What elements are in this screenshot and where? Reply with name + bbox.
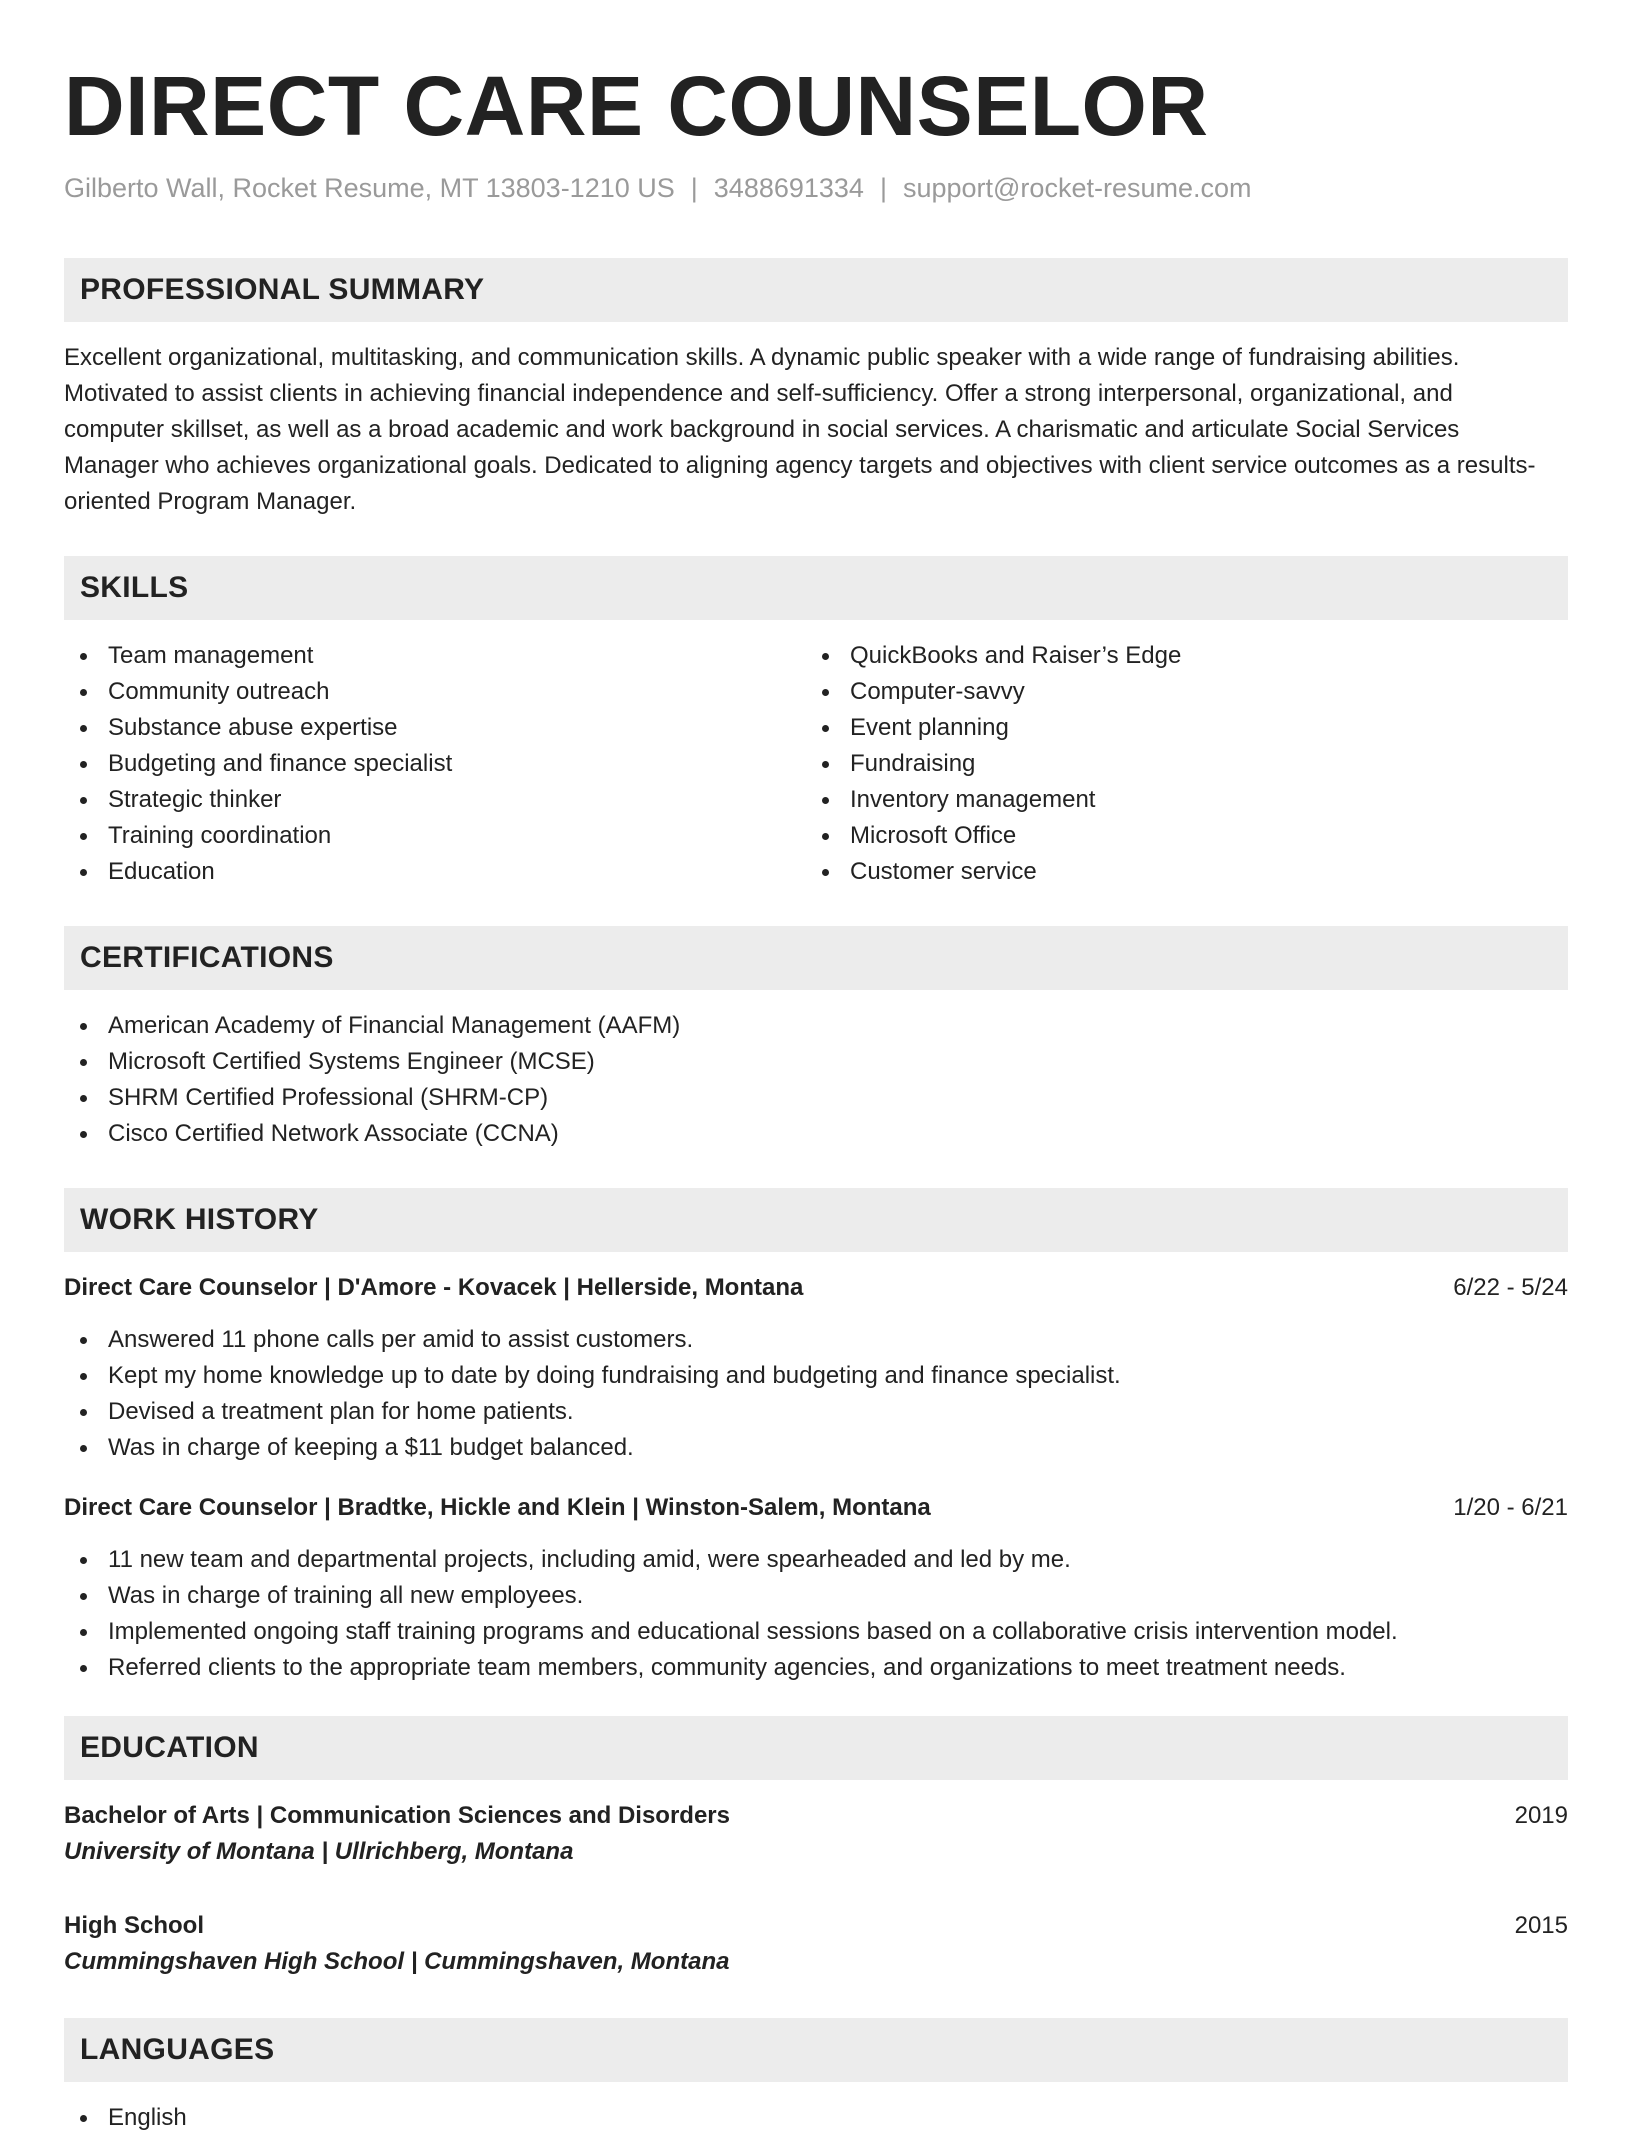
skill-item: Team management (64, 638, 806, 674)
languages-heading: LANGUAGES (64, 2018, 1568, 2082)
education-header (64, 1798, 1568, 1834)
job-entry (64, 1490, 1568, 1686)
education-degree: Bachelor of Arts | Communication Sciences and Disorders (64, 1802, 730, 1829)
skill-item: Customer service (806, 854, 1548, 890)
education-degree: High School (64, 1912, 204, 1939)
education-school: University of Montana | Ullrichberg, Montana (64, 1838, 574, 1865)
skill-item: Strategic thinker (64, 782, 806, 818)
job-bullet: Implemented ongoing staff training programs and educational sessions based on a collaborative crisis intervention model. (64, 1614, 1568, 1650)
job-title: Direct Care Counselor | Bradtke, Hickle and Klein | Winston-Salem, Montana (64, 1494, 931, 1521)
contact-line (64, 170, 1568, 206)
job-bullet: Answered 11 phone calls per amid to assist customers. (64, 1322, 1568, 1358)
certification-item: Microsoft Certified Systems Engineer (MCSE) (64, 1044, 1568, 1080)
skills-columns (64, 638, 1568, 890)
languages-list (64, 2100, 1568, 2136)
skills-left-list (64, 638, 806, 890)
skill-item: QuickBooks and Raiser’s Edge (806, 638, 1548, 674)
job-bullet: Devised a treatment plan for home patients. (64, 1394, 1568, 1430)
skill-item: Computer-savvy (806, 674, 1548, 710)
skills-heading: SKILLS (64, 556, 1568, 620)
job-dates: 6/22 - 5/24 (1453, 1274, 1568, 1301)
job-bullet: 11 new team and departmental projects, including amid, were spearheaded and led by me. (64, 1542, 1568, 1578)
resume-title: DIRECT CARE COUNSELOR (64, 59, 1209, 153)
skill-item: Event planning (806, 710, 1548, 746)
certification-item: SHRM Certified Professional (SHRM-CP) (64, 1080, 1568, 1116)
summary-heading: PROFESSIONAL SUMMARY (64, 258, 1568, 322)
summary-text: Excellent organizational, multitasking, and communication skills. A dynamic public speaker with a wide range of fundraising abilities. Motivated to assist clients in achieving financial independence and self-sufficiency. Offer a strong interpersonal, organizational, and computer skillset, as well as a broad academic and work background in social services. A charismatic and articulate Social Services Manager who achieves organizational goals. Dedicated to aligning agency targets and objectives with client service outcomes as a results-oriented Program Manager. (64, 344, 1536, 515)
education-heading: EDUCATION (64, 1716, 1568, 1780)
contact-separator: | (690, 173, 698, 203)
education-year: 2015 (1514, 1912, 1568, 1939)
contact-phone: 3488691334 (713, 173, 864, 203)
skill-item: Substance abuse expertise (64, 710, 806, 746)
job-bullets (64, 1322, 1568, 1466)
education-entry (64, 1908, 1568, 1980)
job-bullet: Was in charge of training all new employees. (64, 1578, 1568, 1614)
job-bullet: Was in charge of keeping a $11 budget balanced. (64, 1430, 1568, 1466)
job-header (64, 1270, 1568, 1306)
contact-separator: | (879, 173, 887, 203)
skill-item: Inventory management (806, 782, 1548, 818)
certifications-list (64, 1008, 1568, 1152)
certifications-heading: CERTIFICATIONS (64, 926, 1568, 990)
job-bullet: Referred clients to the appropriate team members, community agencies, and organizations to meet treatment needs. (64, 1650, 1568, 1686)
education-header (64, 1908, 1568, 1944)
certification-item: Cisco Certified Network Associate (CCNA) (64, 1116, 1568, 1152)
job-dates: 1/20 - 6/21 (1453, 1494, 1568, 1521)
skill-item: Budgeting and finance specialist (64, 746, 806, 782)
skill-item: Microsoft Office (806, 818, 1548, 854)
contact-address: Gilberto Wall, Rocket Resume, MT 13803-1210 US (64, 173, 675, 203)
education-entry (64, 1798, 1568, 1870)
skills-right-list (806, 638, 1548, 890)
work-history-heading: WORK HISTORY (64, 1188, 1568, 1252)
job-header (64, 1490, 1568, 1526)
job-bullets (64, 1542, 1568, 1686)
skill-item: Community outreach (64, 674, 806, 710)
skill-item: Education (64, 854, 806, 890)
education-year: 2019 (1514, 1802, 1568, 1829)
skill-item: Training coordination (64, 818, 806, 854)
job-title: Direct Care Counselor | D'Amore - Kovacek | Hellerside, Montana (64, 1274, 804, 1301)
contact-email: support@rocket-resume.com (902, 173, 1252, 203)
job-entry (64, 1270, 1568, 1466)
education-school: Cummingshaven High School | Cummingshaven, Montana (64, 1948, 730, 1975)
job-bullet: Kept my home knowledge up to date by doing fundraising and budgeting and finance specialist. (64, 1358, 1568, 1394)
skill-item: Fundraising (806, 746, 1548, 782)
language-item: English (64, 2100, 1568, 2136)
certification-item: American Academy of Financial Management (AAFM) (64, 1008, 1568, 1044)
